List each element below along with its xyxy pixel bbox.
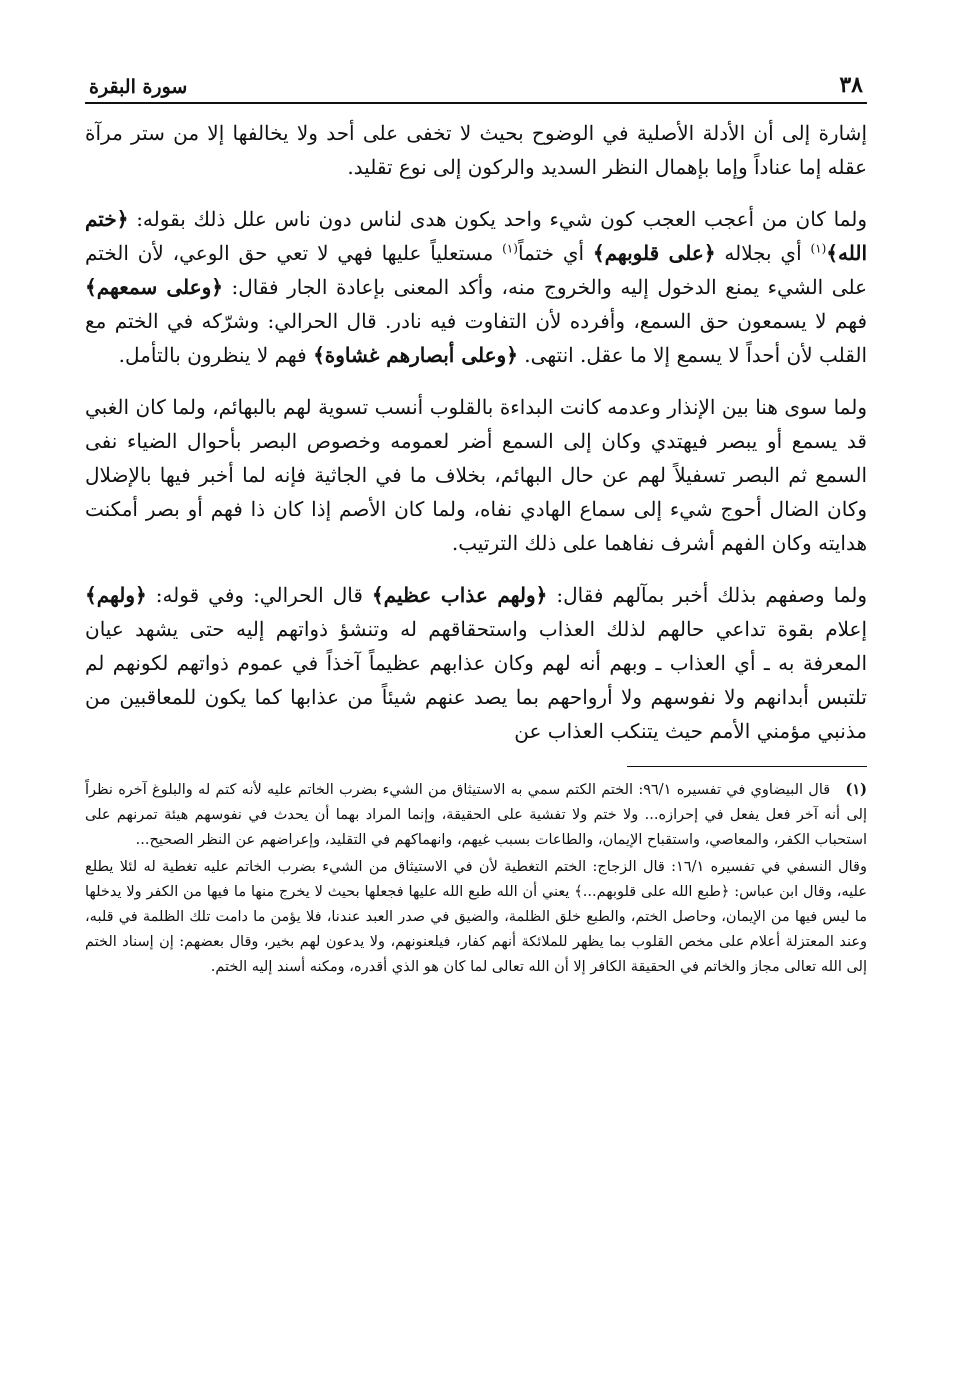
- page-header: [85, 60, 867, 104]
- text-segment: قال الحرالي: وفي قوله:: [146, 583, 372, 607]
- paragraph: [85, 578, 867, 748]
- text-segment: أي ختماً: [517, 241, 593, 265]
- footnote-ref: (١): [810, 241, 827, 256]
- text-segment: إشارة إلى أن الأدلة الأصلية في الوضوح بحيث لا تخفى على أحد ولا يخالفها إلا من ستر مرآة عقله إما عناداً وإما بإهمال النظر السديد والركون إلى نوع تقليد.: [85, 121, 867, 179]
- paragraph: [85, 390, 867, 560]
- footnote-ref: (١): [502, 241, 518, 256]
- footnote-text: وقال النسفي في تفسيره ١٦/١: قال الزجاج: الختم التغطية لأن في الاستيثاق من الشيء بضرب الخاتم عليه تغطية له لئلا يطلع عليه، وقال ابن عباس: ﴿طبع الله على قلوبهم...﴾ يعني أن الله طبع الله عليها فجعلها بحيث لا يخرج منها ما فيها من الكفر ولا يدخلها ما ليس فيها من الإيمان، وحاصل الختم، والطبع خلق الظلمة، والضيق في صدر العبد عندنا، فلا يؤمن ما دامت تلك الظلمة في قلبه، وعند المعتزلة أعلام على مخص القلوب بما يظهر للملائكة أنهم كفار، فيلعنونهم، ولا يدعون لهم بخير، وقال بعضهم: إن إسناد الختم إلى الله تعالى مجاز والخاتم في الحقيقة الكافر إلا أن الله تعالى لما كان هو الذي أقدره، ومكنه أسند إليه الختم.: [85, 859, 867, 975]
- text-segment: فهم لا يسمعون حق السمع، وأفرده لأن التفاوت فيه نادر. قال الحرالي: وشرّكه في الختم مع القلب لأن أحداً لا يسمع إلا ما عقل. انتهى.: [85, 309, 867, 367]
- footnote-number: (١): [845, 781, 867, 798]
- quran-quote: ﴿وعلى سمعهم﴾: [85, 275, 223, 299]
- text-segment: مستعلياً عليها فهي لا تعي حق الوعي، لأن الختم على الشيء يمنع الدخول إليه والخروج منه، وأكد المعنى بإعادة الجار فقال:: [85, 241, 867, 299]
- text-segment: أي بجلاله: [715, 241, 811, 265]
- surah-title: سورة البقرة: [89, 76, 188, 98]
- quran-quote: ﴿وعلى أبصارهم غشاوة﴾: [313, 343, 518, 367]
- text-segment: ولما كان من أعجب العجب كون شيء واحد يكون هدى لناس دون ناس علل ذلك بقوله:: [128, 207, 867, 231]
- page-number: ٣٨: [839, 72, 863, 98]
- paragraph: [85, 202, 867, 372]
- footnote-divider: [627, 766, 867, 767]
- text-segment: فهم لا ينظرون بالتأمل.: [118, 343, 314, 367]
- text-segment: ولما سوى هنا بين الإنذار وعدمه كانت البداءة بالقلوب أنسب تسوية لهم بالبهائم، ولما كان الغبي قد يسمع أو يبصر فيهتدي وكان إلى السمع أضر لعمومه وخصوص البصر بأحوال الضياء نفى السمع ثم البصر تسفيلاً لهم عن حال البهائم، بخلاف ما في الجاثية فإنه لما أخبر فيها بالإضلال وكان الضال أحوج شيء إلى سماع الهادي نفاه، ولما كان الأصم إذا كان ذا فهم أو بصر أمكنت هدايته وكان الفهم أشرف نفاهما على ذلك الترتيب.: [85, 395, 867, 555]
- quran-quote: ﴿على قلوبهم﴾: [592, 241, 716, 265]
- footnotes: [85, 777, 867, 980]
- quran-quote: ﴿ختم الله﴾: [85, 207, 868, 265]
- paragraph: [85, 116, 867, 184]
- text-segment: إعلام بقوة تداعي حالهم لذلك العذاب واستحقاقهم له وتنشؤ ذواتهم إليه حتى يشهد عيان المعرفة به ـ أي العذاب ـ وبهم أنه لهم وكان عذابهم عظيماً آخذاً في عموم ذواتهم لكونهم لم تلتبس أبدانهم ولا نفوسهم ولا أرواحهم بما يصد عنهم شيئاً من عذابها كما يكون للمعاقبين من مذنبي مؤمني الأمم حيث يتنكب العذاب عن: [85, 617, 867, 743]
- quran-quote: ﴿ولهم﴾: [85, 583, 147, 607]
- footnote: [85, 777, 867, 853]
- main-text: [85, 116, 867, 748]
- footnote-text: قال البيضاوي في تفسيره ٩٦/١: الختم الكتم سمي به الاستيثاق من الشيء بضرب الخاتم عليه لأنه كتم له والبلوغ آخره نظراً إلى أنه آخر فعل يفعل في إحرازه... ولا ختم ولا تفشية على الحقيقة، وإنما المراد بهما أن يحدث في نفوسهم هيئة تمرنهم على استحباب الكفر، والمعاصي، واستقباح الإيمان، والطاعات بسبب غيهم، وانهماكهم في التقليد، وإعراضهم عن النظر الصحيح...: [85, 782, 867, 848]
- text-segment: ولما وصفهم بذلك أخبر بمآلهم فقال:: [547, 583, 867, 607]
- quran-quote: ﴿ولهم عذاب عظيم﴾: [371, 583, 548, 607]
- footnote: [85, 855, 867, 980]
- book-page: [85, 60, 867, 982]
